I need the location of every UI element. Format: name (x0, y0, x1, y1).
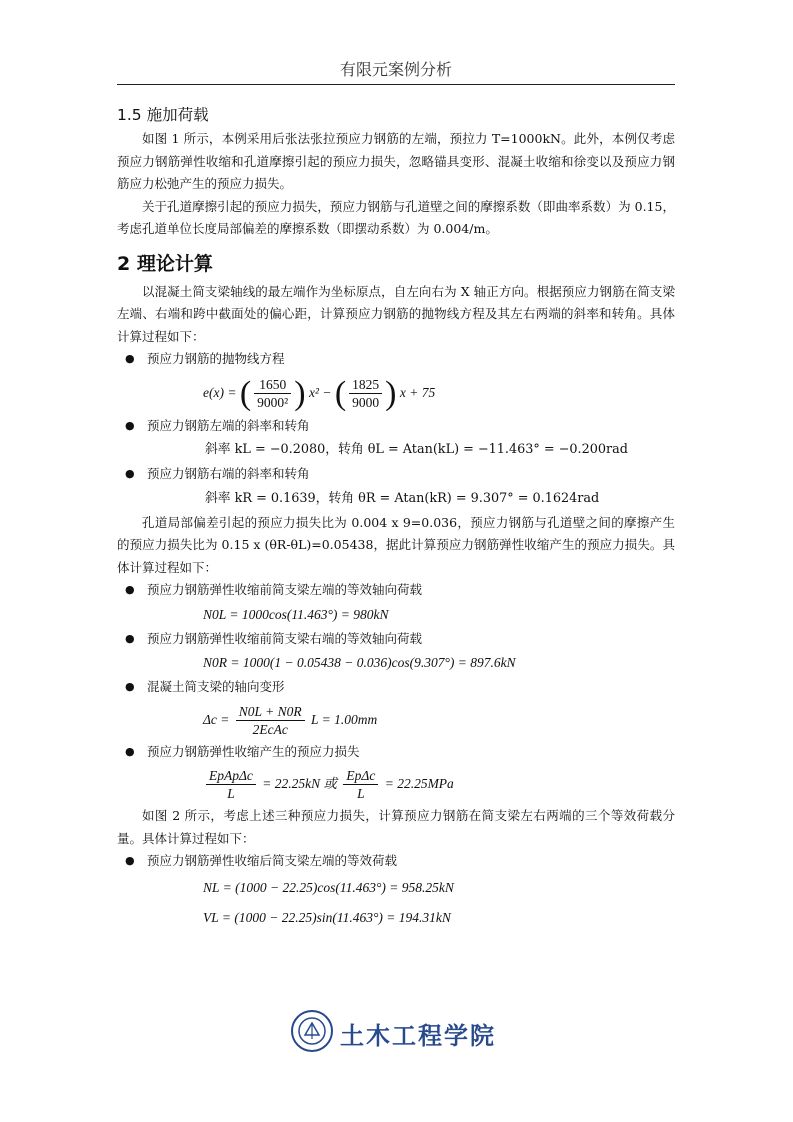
bullet-item: ● 预应力钢筋弹性收缩前简支梁左端的等效轴向荷载 (117, 579, 675, 602)
eq-tail: L = 1.00mm (311, 711, 378, 727)
equation-delta-c (117, 699, 675, 741)
header-title: 有限元案例分析 (339, 60, 452, 79)
bullet-item: ● 预应力钢筋弹性收缩后简支梁左端的等效荷载 (117, 850, 675, 873)
equation-n0r: N0R = 1000(1 − 0.05438 − 0.036)cos(9.307°) = 897.6kN (203, 655, 516, 670)
eq-mid: x² − (308, 384, 332, 400)
eq-tail: = 22.25MPa (384, 776, 454, 791)
school-name: 土木工程学院 (340, 1020, 496, 1050)
bullet-item: ● 预应力钢筋左端的斜率和转角 (117, 415, 675, 438)
paragraph: 关于孔道摩擦引起的预应力损失，预应力钢筋与孔道壁之间的摩擦系数（即曲率系数）为 0.15，考虑孔道单位长度局部偏差的摩擦系数（即摆动系数）为 0.004/m。 (117, 198, 675, 236)
eq-lhs: e(x) = (203, 384, 237, 400)
fraction: $\frac{\text{EpApΔc}}{L}$ (206, 767, 256, 802)
university-emblem-icon (290, 1009, 334, 1057)
eq-mid: = 22.25kN 或 (262, 776, 338, 791)
paragraph: 孔道局部偏差引起的预应力损失比为 0.004 x 9=0.036，预应力钢筋与孔道壁之间的摩擦产生的预应力损失比为 0.15 x (θR-θL)=0.05438，据此计算预应力钢筋弹性收缩产生的预应力损失。具体计算过程如下： (117, 514, 675, 575)
equation-loss (117, 763, 675, 805)
page-header (117, 56, 675, 85)
paragraph: 以混凝土简支梁轴线的最左端作为坐标原点，自左向右为 X 轴正方向。根据预应力钢筋在简支梁左端、右端和跨中截面处的偏心距，计算预应力钢筋的抛物线方程及其左右两端的斜率和转角。具体计算过程如下： (117, 283, 675, 344)
paragraph: 如图 1 所示，本例采用后张法张拉预应力钢筋的左端，预拉力 T=1000kN。此外，本例仅考虑预应力钢筋弹性收缩和孔道摩擦引起的预应力损失，忽略锚具变形、混凝土收缩和徐变以及预应力钢筋应力松弛产生的预应力损失。 (117, 131, 675, 191)
bullet-item: ● 预应力钢筋右端的斜率和转角 (117, 463, 675, 486)
bullet-item: ● 预应力钢筋的抛物线方程 (117, 348, 675, 371)
fraction: $\frac{\text{EpΔc}}{L}$ (343, 767, 378, 802)
bullet-item: ● 预应力钢筋弹性收缩前简支梁右端的等效轴向荷载 (117, 628, 675, 651)
footer-logo (290, 1008, 520, 1058)
eq-lhs: Δc = (203, 711, 230, 727)
bullet-item: ● 混凝土简支梁的轴向变形 (117, 676, 675, 699)
fraction: $\frac{1650}{\text{9000²}}$ (254, 376, 291, 411)
equation-n0l: N0L = 1000cos(11.463°) = 980kN (203, 606, 389, 622)
equation-parabola: e(x) = ( $\frac{1650}{\text{9000²}}$ ) x² − ( $\frac{1825}{9000}$ ) x + 75 (203, 374, 436, 412)
fraction: $\frac{N0L + N0R}{\text{2EcAc}}$ (236, 703, 305, 738)
section-heading-2: 2 理论计算 (117, 252, 213, 275)
equation-nl: NL = (1000 − 22.25)cos(11.463°) = 958.25kN (203, 879, 454, 895)
paragraph: 如图 2 所示，考虑上述三种预应力损失，计算预应力钢筋在简支梁左右两端的三个等效荷载分量。具体计算过程如下： (117, 808, 675, 846)
eq-tail: x + 75 (399, 384, 436, 400)
bullet-item: ● 预应力钢筋弹性收缩产生的预应力损失 (117, 741, 675, 764)
document-body (117, 96, 675, 933)
equation-right-slope: 斜率 kR = 0.1639，转角 θR = Atan(kR) = 9.307° = 0.1624rad (205, 490, 600, 506)
equation-vl: VL = (1000 − 22.25)sin(11.463°) = 194.31kN (203, 909, 451, 925)
section-heading-1-5: 1.5 施加荷载 (117, 106, 209, 124)
fraction: $\frac{1825}{9000}$ (349, 376, 382, 411)
equation-left-slope: 斜率 kL = −0.2080，转角 θL = Atan(kL) = −11.463° = −0.200rad (205, 442, 628, 457)
